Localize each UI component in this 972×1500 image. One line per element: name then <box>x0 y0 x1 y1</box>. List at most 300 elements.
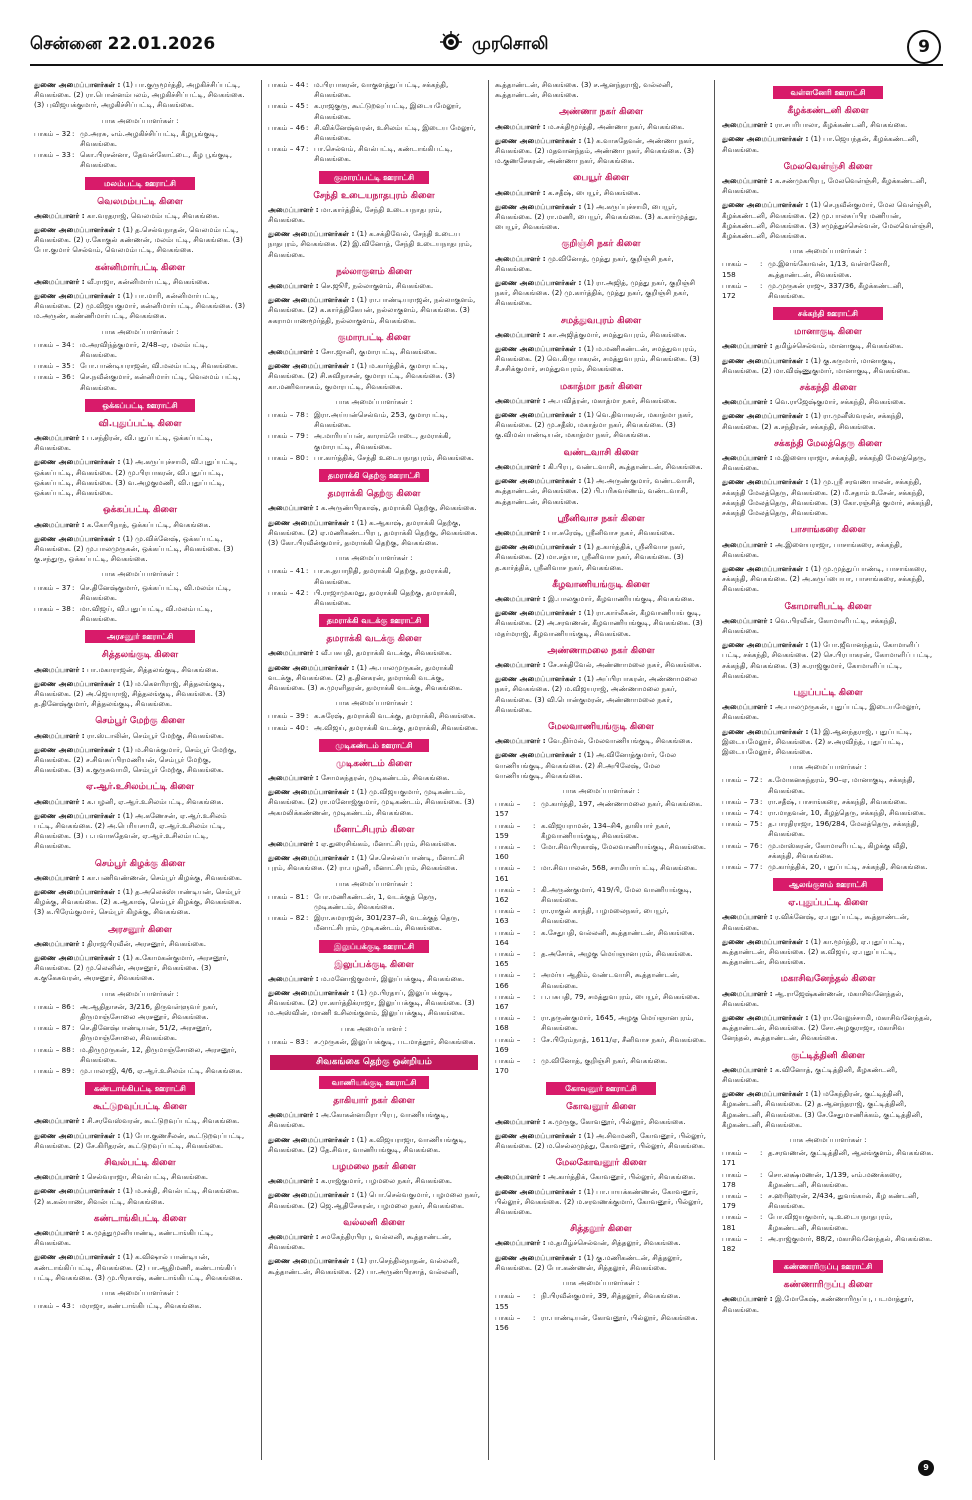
organiser-names: (1) இ.ஆனந்தராஜ், புதுப்பட்டி, இடையமேலூர், சிவகங்கை. (2) ச.அரவிந்த், புதுப்பட்டி, இடையமேலூர், சிவகங்கை. <box>722 726 912 756</box>
role-label: அமைப்பாளர் : <box>722 539 773 549</box>
separator-colon: : <box>306 587 309 597</box>
role-label: அமைப்பாளர் : <box>495 659 546 669</box>
organiser-names: (1) த.செல்வநாதன், வெலமம்பட்டி, சிவகங்கை. (2) ர.கோகுல் கண்ணன், மலம்பட்டி, சிவகங்கை. (3) போ.குமார் செல்வம், வெலமம்பட்டி, சிவகங்கை. <box>34 225 243 255</box>
booth-organiser: ச.ஹரிஹரன், 2/434, துவங்கால், கீழ கண்டனி, சிவகங்கை. <box>768 1191 919 1211</box>
organiser-entry <box>34 457 246 498</box>
organiser-entry <box>34 679 246 710</box>
role-label: துணை அமைப்பாளர்கள் : <box>268 662 355 672</box>
organiser-entry <box>495 542 707 573</box>
booth-number: பாகம் – 179 <box>722 1191 748 1211</box>
panchayat-heading: ஆலங்குளம் ஊராட்சி <box>773 878 883 891</box>
organiser-names: க.சதீஷ், பையூர், சிவகங்கை. <box>547 187 641 197</box>
organiser-names: (1) அ.கணேசன், ஏ.ஆர்.உசிலம் பட்டி, சிவகங்கை. (2) அ.பெரியசாமி, ஏ.ஆர்.உசிலம்பட்டி, சிவகங்கை. (3) ப.பவாசுதேவன், ஏ.ஆர்.உசிலம்பட்டி, சிவகங்கை. <box>34 810 227 851</box>
role-label: அமைப்பாளர் : <box>495 253 546 263</box>
booth-number: பாகம் – 88 <box>34 1044 71 1054</box>
organiser-entry <box>495 410 707 441</box>
organiser-entry <box>722 200 934 241</box>
role-label: அமைப்பாளர் : <box>268 648 319 658</box>
separator-colon: : <box>533 949 536 959</box>
organiser-entry <box>495 1187 707 1218</box>
separator-colon: : <box>533 1013 536 1023</box>
organiser-names: (1) ரா.முனீஸ்வரன், சக்கந்தி, சிவகங்கை. (2) க.சந்திரன், சக்கந்தி, சிவகங்கை. <box>722 411 904 431</box>
organiser-entry <box>34 1131 246 1151</box>
role-label: துணை அமைப்பாளர்கள் : <box>722 726 809 736</box>
booth-entry <box>495 885 707 905</box>
branch-heading: முடிகண்டம் கிளை <box>336 758 412 769</box>
booth-organiser: செ.தினேஷ்பாண்டியன், 51/2, அரசனூர், திருமாஞ்சோலை, சிவகங்கை. <box>80 1023 212 1043</box>
separator-colon: : <box>760 280 763 290</box>
booth-entry <box>722 797 934 807</box>
role-label: துணை அமைப்பாளர்கள் : <box>34 744 121 754</box>
organiser-names: (1) கு.மணிகண்டன், சித்தலூர், சிவகங்கை. (2) போ.கண்ணன், சித்தலூர், சிவகங்கை. <box>495 1252 683 1272</box>
organiser-entry <box>722 540 934 560</box>
booth-entry <box>34 1045 246 1065</box>
separator-colon: : <box>533 1056 536 1066</box>
organiser-names: (1) கு.கருமார், மானாகுடி, சிவகங்கை. (2) மா.விஷ்ணுகுமார், மானாகுடி, சிவகங்கை. <box>722 355 911 375</box>
separator-colon: : <box>72 1023 75 1033</box>
booth-number: பாகம் – 45 <box>268 101 305 111</box>
booth-number: பாகம் – 38 <box>34 603 71 613</box>
booth-number: பாகம் – 170 <box>495 1056 521 1076</box>
role-label: அமைப்பாளர் : <box>34 433 85 443</box>
booth-organisers-heading: பாக அமைப்பாளர்கள் : <box>789 762 867 772</box>
branch-heading: கோவனூர் கிளை <box>566 1102 636 1113</box>
booth-organisers-heading: பாக அமைப்பாளர்கள் : <box>562 785 640 795</box>
branch-heading: குமாரபட்டி கிளை <box>337 332 411 343</box>
branch-heading: மேலகோவனூர் கிளை <box>555 1158 647 1169</box>
role-label: அமைப்பாளர் : <box>495 329 546 339</box>
booth-organisers-heading: பாக அமைப்பாளர்கள் : <box>562 1278 640 1288</box>
separator-colon: : <box>306 101 309 111</box>
booth-number: பாகம் – 81 <box>268 891 305 901</box>
booth-number: பாகம் – 39 <box>268 711 305 721</box>
booth-entry <box>495 1313 707 1333</box>
booth-entry <box>34 150 246 170</box>
booth-organiser: சொ.லக்ஷ்மணன், 1/139, எம்.மணக்கரை, கீழகண்டனி, சிவகங்கை. <box>768 1169 902 1189</box>
role-label: துணை அமைப்பாளர்கள் : <box>722 200 809 210</box>
booth-number: பாகம் – 74 <box>722 807 759 817</box>
footer-page-number: 9 <box>918 1460 934 1476</box>
booth-organiser: த.பாரதிராஜா, 196/284, மேலத்தெரு, சக்கந்தி, சிவகங்கை. <box>768 819 919 839</box>
organiser-names: சோமசுந்தரன், முடிகண்டம், சிவகங்கை. <box>320 772 450 782</box>
booth-entry <box>722 281 934 301</box>
booth-organiser: க.சேதுபதி, வல்லனி, கூத்தாண்டன், சிவகங்கை. <box>541 927 695 937</box>
branch-heading: சித்தலூர் கிளை <box>570 1224 632 1235</box>
booth-entry <box>34 1066 246 1076</box>
booth-entry <box>722 862 934 872</box>
role-label: அமைப்பாளர் : <box>722 120 773 130</box>
organiser-entry <box>268 839 480 849</box>
separator-colon: : <box>760 796 763 806</box>
booth-organiser: இரா.சுமராஜன், 301/237–சி, வடக்குத் தெரு, மீனாட்சிபுரம், முடிகண்டம், சிவகங்கை. <box>314 913 460 933</box>
role-label: அமைப்பாளர் : <box>495 736 546 746</box>
role-label: துணை அமைப்பாளர்கள் : <box>268 295 355 305</box>
role-label: துணை அமைப்பாளர்கள் : <box>34 678 121 688</box>
separator-colon: : <box>533 1312 536 1322</box>
branch-heading: சமத்துவபுரம் கிளை <box>560 315 642 326</box>
role-label: அமைப்பாளர் : <box>268 281 319 291</box>
booth-organisers-heading: பாக அமைப்பாளர்கள் : <box>101 988 179 998</box>
booth-organiser: மு.இளங்கோவன், 1/13, வள்ளனேரி, கூத்தாண்டன், சிவகங்கை. <box>768 259 891 279</box>
separator-colon: : <box>533 863 536 873</box>
booth-organiser: ரா.தருண்குமார், 1645, அழகு மெய்ஞானபுரம், சிவகங்கை. <box>541 1013 694 1033</box>
role-label: அமைப்பாளர் : <box>495 187 546 197</box>
organiser-names: வீ.பசுபதி, தமராக்கி வடக்கு, சிவகங்கை. <box>320 648 452 658</box>
booth-number: பாகம் – 77 <box>722 861 759 871</box>
organiser-entry <box>722 937 934 968</box>
organiser-names: (1) பா.பாயக்கண்ணன், கோவனூர், பில்லூர், சிவகங்கை. (2) ம.சரவணக்குமார், கோவனூர், பில்லூர், சிவகங்கை. <box>495 1186 703 1217</box>
role-label: அமைப்பாளர் : <box>268 1176 319 1186</box>
organiser-entry <box>34 953 246 984</box>
booth-entry <box>722 259 934 279</box>
booth-entry <box>268 892 480 912</box>
separator-colon: : <box>760 1212 763 1222</box>
branch-heading: மகாத்மா நகர் கிளை <box>559 381 643 392</box>
booth-organiser: போ.மணிகண்டன், 1, வடக்குத் தெரு, முடிகண்டம், சிவகங்கை. <box>314 891 437 911</box>
organiser-names: (1) அ.கருப்புச்சாமி, பையூர், சிவகங்கை. (2) ரா.மணி, பையூர், சிவகங்கை. (3) க.கார்முத்து, பையூர், சிவகங்கை. <box>495 201 698 232</box>
booth-organiser: சி.விக்னேஷ்வரன், உசிலம்பட்டி, இடைய மேலூர், சிவகங்கை. <box>314 122 476 143</box>
organiser-names: (1) ம.கார்த்திக், குமாரபட்டி, சிவகங்கை. (2) சி.சுவிநாசன், குமாரபட்டி, சிவகங்கை. (3) கா.மணிவாசகம், குமாரபட்டி, சிவகங்கை. <box>268 361 456 391</box>
article-columns <box>34 80 942 1460</box>
organiser-names: கி.பிரபு, வண்டவாசி, கூத்தாண்டன், சிவகங்கை. <box>547 461 703 471</box>
branch-heading: செம்பூர் கிழக்கு கிளை <box>94 858 186 869</box>
booth-entry <box>722 1191 934 1211</box>
booth-organisers-heading: பாக அமைப்பாளர் : <box>341 1023 407 1033</box>
branch-heading: புதுப்பட்டி கிளை <box>793 687 863 698</box>
booth-number: பாகம் – 164 <box>495 927 521 947</box>
booth-entry <box>495 799 707 819</box>
booth-number: பாகம் – 72 <box>722 775 759 785</box>
organiser-entry <box>495 1117 707 1127</box>
booth-entry <box>34 1023 246 1043</box>
booth-entry <box>34 372 246 392</box>
booth-organiser: அ.ஆதிதாசன், 3/216, திருவள்ளுவர் நகர், திருமாஞ்சோலை அரசனூர், சிவகங்கை. <box>80 1001 218 1022</box>
role-label: அமைப்பாளர் : <box>34 730 85 740</box>
booth-entry <box>722 841 934 861</box>
organiser-entry <box>722 727 934 758</box>
organiser-names: க.முத்துமுனியாண்டி, கண்டாங்கிபட்டி, சிவகங்கை. <box>34 1228 214 1248</box>
separator-colon: : <box>306 1036 309 1046</box>
organiser-entry <box>268 503 480 513</box>
organiser-names: ம.தமிழ்ச்செல்வன், சித்தலூர், சிவகங்கை. <box>547 1238 681 1248</box>
branch-heading: ஸ்ரீனிவாச நகர் கிளை <box>557 513 645 524</box>
organiser-names: மு.வினோத், முத்து நகர், குறிஞ்சி நகர், சிவகங்கை. <box>495 253 674 273</box>
organiser-names: வெ.பிரவீன், கோமாளிபட்டி, சக்கந்தி, சிவகங்கை. <box>722 615 897 635</box>
panchayat-heading: கண்ணாரிருப்பு ஊராட்சி <box>773 1260 883 1273</box>
branch-heading: வி.புதுப்பட்டி கிளை <box>98 418 182 429</box>
organiser-entry <box>722 640 934 681</box>
booth-organiser: ரா.மாதவன், 10, கீழத்தெரு, சக்கந்தி, சிவகங்கை. <box>768 807 927 817</box>
organiser-names: ஆ.ராஜேஷ்கண்ணன், மகாசிவனேந்தல், சிவகங்கை. <box>722 988 904 1008</box>
organiser-names: (1) போ.ஜீவானந்தம், கோமாளிப் பட்டி, சக்கந்தி, சிவகங்கை. (2) செ.பிரபாகரன், கோமாளிப் பட்டி, சக்கந்தி, சிவகங்கை. (3) சு.ராஜ்குமார், கோமாளிப்பட்டி, சிவகங்கை. <box>722 640 933 680</box>
organiser-names: மா.கார்த்திக், சேந்தி உடையநாதபுரம், சிவகங்கை. <box>268 204 442 225</box>
booth-entry <box>722 1234 934 1254</box>
booth-number: பாகம் – 33 <box>34 150 71 160</box>
organiser-entry <box>34 520 246 530</box>
organiser-entry <box>268 361 480 392</box>
organiser-entry <box>495 1172 707 1182</box>
booth-number: பாகம் – 161 <box>495 863 521 883</box>
booth-number: பாகம் – 79 <box>268 431 305 441</box>
organiser-entry <box>268 1256 480 1276</box>
union-heading: சிவகங்கை தெற்கு ஒன்றியம் <box>270 1055 478 1070</box>
booth-organisers-heading: பாக அமைப்பாளர்கள் : <box>335 698 413 708</box>
role-label: துணை அமைப்பாளர்கள் : <box>495 542 582 552</box>
organiser-names: (1) மகேந்திரன், குட்டித்தினி, கீழகண்டனி, சிவகங்கை. (2) த.ஆனந்தராஜ், குட்டித்தினி, கீழகண்டனி, சிவகங்கை. (3) சே.சேதுமாணிக்கம், குட்டித்தினி, கீழகண்டனி, சிவகங்கை. <box>722 1089 923 1129</box>
role-label: துணை அமைப்பாளர்கள் : <box>495 1130 582 1140</box>
organiser-entry <box>495 136 707 167</box>
role-label: துணை அமைப்பாளர்கள் : <box>268 229 355 239</box>
booth-organisers-heading: பாக அமைப்பாளர்கள் : <box>101 326 179 336</box>
organiser-entry <box>495 674 707 715</box>
branch-heading: நல்லாகுளம் கிளை <box>336 266 412 277</box>
organiser-entry <box>34 1252 246 1283</box>
branch-heading: வெலமம்பட்டி கிளை <box>97 196 183 207</box>
organiser-names: (1) க.விஷால் பாண்டியன், கண்டாங்கிப்பட்டி, சிவகங்கை. (2) பா.ஆதிமணி, கண்டாங்கிப் பட்டி, சிவகங்கை. (3) மு.பிரகாஷ், கண்டாங்கிபட்டி, சிவகங்கை. <box>34 1252 243 1282</box>
booth-number: பாகம் – 182 <box>722 1233 748 1254</box>
organiser-names: க.அருண்பிரகாஷ், தமராக்கி தெற்கு, சிவகங்கை. <box>320 503 477 513</box>
booth-entry <box>268 711 480 721</box>
separator-colon: : <box>760 807 763 817</box>
continued-text: கூத்தாண்டன், சிவகங்கை. (3) ச.ஆனந்தராஜ், வல்லனி, கூத்தாண்டன், சிவகங்கை. <box>495 80 673 100</box>
booth-entry <box>34 129 246 149</box>
panchayat-heading: மலம்பட்டி ஊராட்சி <box>85 177 195 190</box>
booth-organiser: அ.ராஜ்குமார், 88/2, மகாசிவனேந்தல், சிவகங்கை. <box>768 1233 933 1243</box>
booth-organiser: க.விஜயராமன், 134–சி4, தாகியார் நகர், கீழவாணியங்குடி, சிவகங்கை. <box>541 820 671 840</box>
booth-organisers-heading: பாக அமைப்பாளர்கள் : <box>335 396 413 406</box>
booth-organisers-heading: பாக அமைப்பாளர்கள் : <box>335 553 413 563</box>
organiser-names: (1) போ.குணசீலன், கூட்டுறவுப்பட்டி, சிவகங்கை. (2) சே.கிரிதரன், கூட்டுறவுப்பட்டி, சிவகங்கை. <box>34 1130 245 1150</box>
organiser-entry <box>268 974 480 984</box>
role-label: துணை அமைப்பாளர்கள் : <box>268 988 355 997</box>
organiser-names: (1) அ.வினோத்குமார், மேல வாணியங்குடி, சிவகங்கை. (2) சி.அபிலேஷ், மேல வாணியங்குடி, சிவகங்கை. <box>495 750 677 780</box>
role-label: துணை அமைப்பாளர்கள் : <box>34 291 121 301</box>
organiser-names: செல்வராஜா, சிவல்பட்டி, சிவகங்கை. <box>86 1172 209 1182</box>
organiser-names: (1) செ.நவீன்குமார், மேல வெள்ஞ்சி, கீழக்கண்டனி, சிவகங்கை. (2) மு.பாலசுப்பிர மணியன், கீழக்கண்டனி, சிவகங்கை. (3) சமுத்துச்செல்வன், மேலவெள்ஞ்சி, கீழக்கண்டனி, சிவகங்கை. <box>722 200 934 241</box>
organiser-names: (1) மு.ஸ்ரீ சரவணபாலன், சக்கந்தி, சக்கந்தி மேலத்தெரு, சிவகங்கை. (2) மீ.சதாம் உசேன், சக்கந்தி, சக்கந்தி மேலத்தெரு, சிவகங்கை. (3) கோ.ரஞ்சித் குமார், சக்கந்தி, சக்கந்தி மேலத்தெரு, சிவகங்கை. <box>722 477 933 518</box>
booth-entry <box>495 863 707 883</box>
organiser-names: (1) க.கோமகன்குமார், அரசனூர், சிவகங்கை. (2) மு.லெனின், அரசனூர், சிவகங்கை. (3) க.குகேசுவரன், அரசனூர், சிவகங்கை. <box>34 953 229 983</box>
booth-entry <box>495 1035 707 1055</box>
booth-organiser: செ.தினேஷ்குமார், ஒக்கப்பட்டி, வி.மலம்பட்டி, சிவகங்கை. <box>80 582 232 602</box>
organiser-names: (1) பொ.செல்வகுமார், பழமலை நகர், சிவகங்கை. (2) ஜெ.ஆதிசேகரன், பழமலை நகர், சிவகங்கை. <box>268 1190 480 1210</box>
separator-colon: : <box>306 410 309 420</box>
role-label: அமைப்பாளர் : <box>34 519 85 529</box>
organiser-entry <box>495 1253 707 1273</box>
organiser-entry <box>34 745 246 776</box>
organiser-names: (1) ரா.கார்லீகன், கீழவாணியங் குடி, சிவகங்கை. (2) அ.சரவணன், கீழவாணியங்குடி, சிவகங்கை. (3) மதர்மராஜ், கீழவாணியங்குடி, சிவகங்கை. <box>495 608 703 638</box>
organiser-names: சி.சரவேஸ்வரன், கூட்டுறவுப்பட்டி, சிவகங்கை. <box>86 1116 240 1126</box>
role-label: துணை அமைப்பாளர்கள் : <box>495 1252 582 1262</box>
separator-colon: : <box>533 799 536 809</box>
organiser-entry <box>34 1172 246 1182</box>
booth-number: பாகம் – 76 <box>722 840 759 850</box>
role-label: அமைப்பாளர் : <box>34 664 85 674</box>
separator-colon: : <box>533 991 536 1001</box>
organiser-entry <box>495 254 707 274</box>
organiser-names: ம.சக்திமூர்த்தி, அண்ணா நகர், சிவகங்கை. <box>547 121 685 131</box>
organiser-names: கா.வரதராஜ், வெலமம்பட்டி, சிவகங்கை. <box>86 210 220 220</box>
separator-colon: : <box>533 927 536 937</box>
role-label: அமைப்பாளர் : <box>495 527 546 537</box>
separator-colon: : <box>306 722 309 732</box>
role-label: துணை அமைப்பாளர்கள் : <box>268 1134 355 1144</box>
booth-entry <box>268 123 480 143</box>
booth-organiser: மு.அரசு, எம்.அழகிச்சிப்பட்டி, கீழபூங்குடி, சிவகங்கை. <box>80 128 218 149</box>
organiser-names: ம.இளையராஜா, சக்கந்தி, சக்கந்தி மேலத்தெரு, சிவகங்கை. <box>722 453 927 473</box>
branch-heading: குறிஞ்சி நகர் கிளை <box>561 239 641 250</box>
panchayat-heading: முடிகண்டம் ஊராட்சி <box>319 739 429 752</box>
organiser-names: அ.இளையராஜா, பாசாங்கரை, சக்கந்தி, சிவகங்கை. <box>722 539 903 559</box>
organiser-entry <box>495 330 707 340</box>
booth-entry <box>722 808 934 818</box>
booth-organiser: ரா.ராகுல் காந்தி, பழமலைநகர், பையூர், சிவகங்கை. <box>541 906 669 926</box>
organiser-entry <box>34 887 246 918</box>
booth-entry <box>495 906 707 926</box>
panchayat-heading: ஒக்கப்பட்டி ஊராட்சி <box>85 399 195 412</box>
booth-number: பாகம் – 75 <box>722 819 759 829</box>
booth-number: பாகம் – 169 <box>495 1034 521 1054</box>
organiser-entry <box>268 853 480 873</box>
booth-organiser: இரா.அய்யன்செல்வம், 253, குமாரபட்டி, சிவகங்கை. <box>314 410 448 430</box>
organiser-names: திராஜபிரவீன், அரசனூர், சிவகங்கை. <box>86 938 206 948</box>
booth-entry <box>722 1212 934 1232</box>
booth-number: பாகம் – 89 <box>34 1066 71 1076</box>
role-label: துணை அமைப்பாளர்கள் : <box>495 476 582 486</box>
separator-colon: : <box>533 820 536 830</box>
booth-organisers-heading: பாக அமைப்பாளர்கள் : <box>335 878 413 888</box>
branch-heading: சித்தலங்குடி கிளை <box>101 650 179 661</box>
booth-number: பாகம் – 80 <box>268 452 305 462</box>
organiser-entry <box>268 1135 480 1155</box>
booth-entry <box>495 1013 707 1033</box>
organiser-entry <box>722 1065 934 1085</box>
organiser-entry <box>34 731 246 741</box>
booth-organisers-heading: பாக அமைப்பாளர்கள் : <box>101 569 179 579</box>
organiser-entry <box>722 564 934 595</box>
role-label: துணை அமைப்பாளர்கள் : <box>722 936 809 946</box>
booth-organiser: பா.கார்த்திக், சேந்தி உடையநாதபுரம், சிவகங்கை. <box>314 452 474 462</box>
panchayat-heading: கண்டாங்கிபட்டி ஊராட்சி <box>85 1082 195 1095</box>
branch-heading: மானாகுடி கிளை <box>794 327 862 338</box>
booth-number: பாகம் – 44 <box>268 80 305 89</box>
booth-organisers-heading: பாக அமைப்பாளர்கள் : <box>789 1135 867 1145</box>
booth-organiser: கொ.பிரசன்னா, தேவன்கோட்டை, கீழ பூங்குடி, சிவகங்கை. <box>80 150 233 170</box>
organiser-entry <box>722 453 934 473</box>
organiser-names: க.பழனி, ஏ.ஆர்.உசிலம்பட்டி, சிவகங்கை. <box>86 796 224 806</box>
role-label: துணை அமைப்பாளர்கள் : <box>495 750 582 760</box>
edition-date: சென்னை 22.01.2026 <box>30 34 216 54</box>
organiser-entry <box>722 120 934 130</box>
organiser-names: (1) பா.ஜெயந்தன், கீழக்கண்டனி, சிவகங்கை. <box>722 134 919 154</box>
panchayat-heading: சக்கந்தி ஊராட்சி <box>773 307 883 320</box>
organiser-names: (1) ரா.அஜித், முத்து நகர், குறிஞ்சி நகர், சிவகங்கை. (2) மு.கார்த்திக், முத்து நகர், குறிஞ்சி நகர், சிவகங்கை. <box>495 278 696 308</box>
booth-organiser: ச.முருகன், இலுப்பக்குடி, படமாத்தூர், சிவகங்கை. <box>314 1036 476 1046</box>
separator-colon: : <box>72 1301 75 1311</box>
booth-number: பாகம் – 181 <box>722 1212 748 1232</box>
organiser-names: (1) அ.கருப்புச்சாமி, வி.புதுப்பட்டி, ஒக்கப்பட்டி, சிவகங்கை. (2) மு.பிரபாகரன், வி.புதுப்பட்டி, ஒக்கப்பட்டி, சிவகங்கை. (3) வ.அழகுமணி, வி.புதுப்பட்டி, ஒக்கப்பட்டி, சிவகங்கை. <box>34 457 238 498</box>
booth-organiser: ப.பசுபதி, 79, சமத்துவபுரம், பையூர், சிவகங்கை. <box>541 991 700 1001</box>
panchayat-heading: வள்ளனேரி ஊராட்சி <box>773 86 883 99</box>
role-label: அமைப்பாளர் : <box>495 461 546 471</box>
organiser-entry <box>34 1228 246 1248</box>
booth-number: பாகம் – 172 <box>722 280 748 301</box>
panchayat-heading: அரசனூர் ஊராட்சி <box>85 630 195 643</box>
organiser-entry <box>268 1232 480 1252</box>
separator-colon: : <box>533 841 536 851</box>
role-label: அமைப்பாளர் : <box>722 176 773 186</box>
organiser-entry <box>268 988 480 1019</box>
branch-heading: இலுப்பக்குடி கிளை <box>334 959 414 970</box>
organiser-entry <box>34 939 246 949</box>
role-label: துணை அமைப்பாளர்கள் : <box>722 640 809 650</box>
organiser-entry <box>34 80 246 111</box>
organiser-entry <box>268 229 480 260</box>
organiser-entry <box>268 787 480 818</box>
role-label: அமைப்பாளர் : <box>268 838 319 848</box>
booth-organiser: செ.நவீன்குமார், கன்னிமார்பட்டி, வெலமம் பட்டி, சிவகங்கை. <box>80 372 241 392</box>
booth-number: பாகம் – 166 <box>495 970 521 990</box>
role-label: அமைப்பாளர் : <box>722 1294 773 1304</box>
organiser-names: (1) அ.பாலமுருகன், தமராக்கி வடக்கு, சிவகங்கை. (2) த.தினகரன், தமராக்கி வடக்கு, சிவகங்கை. (3) சு.முரளிதரன், தமராக்கி வடக்கு, சிவகங்கை. <box>268 662 463 692</box>
branch-heading: மேலவாணியங்குடி கிளை <box>548 721 654 732</box>
booth-number: பாகம் – 171 <box>722 1148 748 1168</box>
organiser-names: கா.அஜித்குமார், சமத்துவபுரம், சிவகங்கை. <box>547 329 687 339</box>
organiser-names: (1) பா.குருமூர்த்தி, அழகிச்சிப்பட்டி, சிவகங்கை. (2) ரா.பொன்னம்பலம், அழகிச்சிப்பட்டி, சிவகங்கை. (3) புவிஜயக்குமார், அழகிச்சிப்பட்டி, சிவகங்கை. <box>34 80 245 110</box>
organiser-entry <box>268 295 480 326</box>
organiser-entry <box>495 278 707 309</box>
booth-number: பாகம் – 157 <box>495 799 521 819</box>
role-label: அமைப்பாளர் : <box>722 1064 773 1074</box>
separator-colon: : <box>72 339 75 349</box>
booth-organiser: த.அசோக், அழகு மெய்ஞானபுரம், சிவகங்கை. <box>541 949 693 959</box>
organiser-entry <box>495 1238 707 1248</box>
branch-heading: தாகியார் நகர் கிளை <box>333 1096 415 1107</box>
booth-entry <box>268 453 480 463</box>
organiser-entry <box>495 660 707 670</box>
role-label: அமைப்பாளர் : <box>34 1228 85 1238</box>
panchayat-heading: வாணியங்குடி ஊராட்சி <box>319 1076 429 1089</box>
branch-heading: சிவல்பட்டி கிளை <box>104 1158 176 1169</box>
separator-colon: : <box>760 1191 763 1201</box>
organiser-names: அ.கோகன்னமிரா பிரபு, வாணியங்குடி, சிவகங்கை. <box>268 1110 449 1130</box>
organiser-entry <box>34 211 246 221</box>
separator-colon: : <box>72 1044 75 1054</box>
panchayat-heading: தமராக்கி வடக்கு ஊராட்சி <box>319 614 429 627</box>
organiser-entry <box>722 989 934 1009</box>
role-label: அமைப்பாளர் : <box>722 341 773 351</box>
separator-colon: : <box>760 775 763 785</box>
booth-organiser: மு.முருகன் ராஜு, 337/36, கீழக்கண்டனி, சிவகங்கை. <box>768 280 904 301</box>
role-label: துணை அமைப்பாளர்கள் : <box>495 608 582 618</box>
organiser-entry <box>495 202 707 233</box>
organiser-entry <box>268 1176 480 1186</box>
organiser-names: (1) த.கார்த்திக், ஸ்ரீனிவாச நகர், சிவகங்கை. (2) மா.சத்யா, ஸ்ரீனிவாச நகர், சிவகங்கை. (3) த.கார்த்திக், ஸ்ரீனிவாச நகர், சிவகங்கை. <box>495 542 686 572</box>
role-label: துணை அமைப்பாளர்கள் : <box>34 1130 121 1140</box>
branch-heading: சேந்தி உடையநாதபுரம் கிளை <box>313 190 435 201</box>
branch-heading: கீழக்கண்டனி கிளை <box>787 106 869 116</box>
booth-entry <box>268 80 480 100</box>
booth-entry <box>34 604 246 624</box>
organiser-entry <box>268 347 480 357</box>
role-label: அமைப்பாளர் : <box>722 702 773 712</box>
organiser-names: (1) மு.முத்துப்பாண்டி, பாசாங்கரை, சக்கந்தி, சிவகங்கை. (2) அ.கருப்பையா, பாசாங்கரை, சக்கந்தி, சிவகங்கை. <box>722 563 927 594</box>
branch-heading: கீழவாணியங்குடி கிளை <box>552 579 650 590</box>
organiser-names: (1) கா.மூர்த்தி, ஏ.புதுப்பட்டி, கூத்தாண்டன், சிவகங்கை. (2) க.விஜய், ஏ.புதுப்பட்டி, கூத்தாண்டன், சிவகங்கை. <box>722 936 905 967</box>
role-label: துணை அமைப்பாளர்கள் : <box>268 1256 355 1266</box>
organiser-entry <box>722 702 934 722</box>
organiser-entry <box>268 281 480 291</box>
